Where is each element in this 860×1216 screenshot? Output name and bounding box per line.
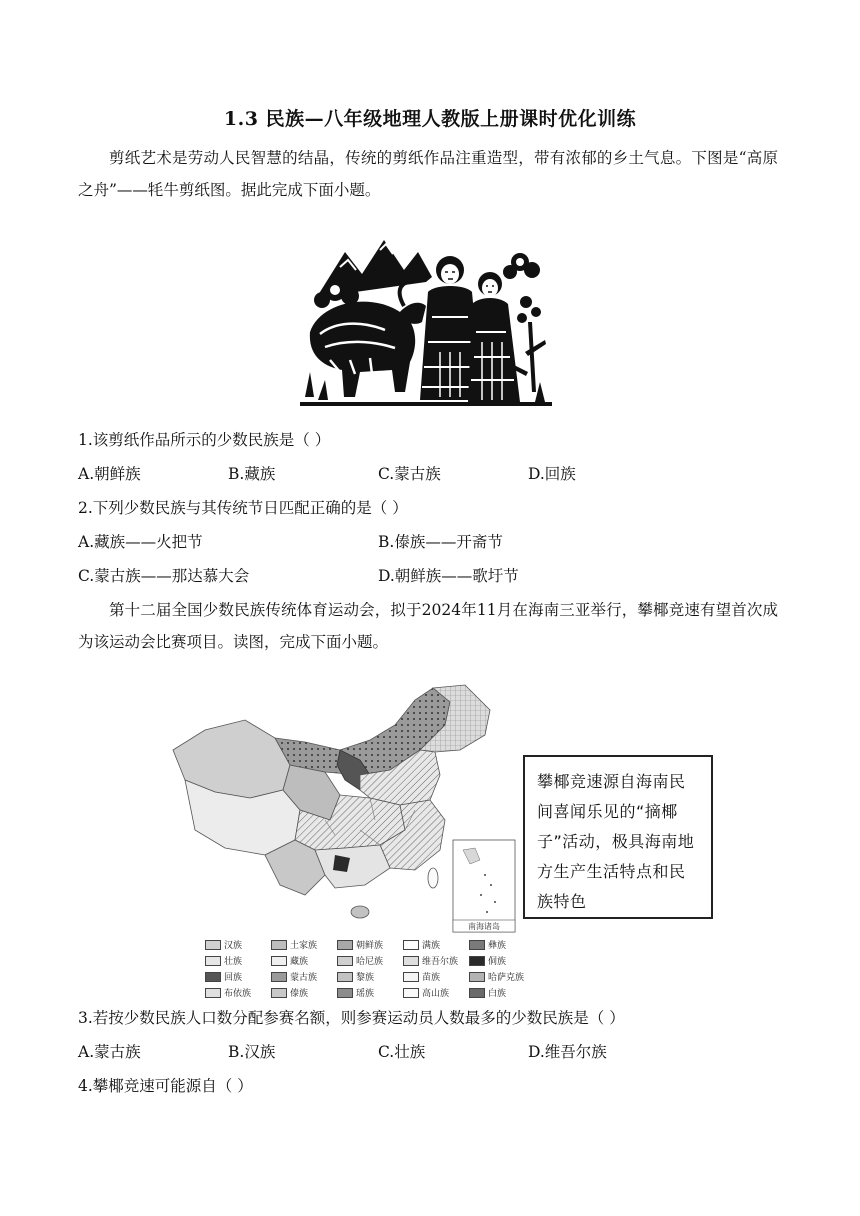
- legend-swatch: [271, 956, 287, 966]
- legend-label: 满族: [422, 941, 441, 951]
- legend-item: [403, 970, 469, 983]
- legend-label: 瑶族: [356, 989, 375, 999]
- legend-swatch: [403, 956, 419, 966]
- legend-label: 壮族: [224, 957, 243, 967]
- legend-swatch: [205, 956, 221, 966]
- question-4-stem: 4.攀椰竞速可能源自（ ）: [78, 1077, 253, 1095]
- legend-item: [469, 954, 535, 967]
- question-3-option-a[interactable]: A.蒙古族: [78, 1043, 141, 1061]
- legend-swatch: [469, 972, 485, 982]
- question-3-option-c[interactable]: C.壮族: [378, 1043, 426, 1061]
- legend-item: [337, 954, 403, 967]
- legend-item: [403, 954, 469, 967]
- legend-swatch: [337, 940, 353, 950]
- legend-label: 布依族: [224, 989, 252, 999]
- legend-swatch: [469, 940, 485, 950]
- legend-label: 白族: [488, 989, 507, 999]
- question-2-option-d[interactable]: D.朝鲜族——歌圩节: [378, 567, 519, 585]
- legend-item: [271, 938, 337, 951]
- legend-item: [271, 970, 337, 983]
- legend-swatch: [205, 940, 221, 950]
- question-2-option-b[interactable]: B.傣族——开斋节: [378, 533, 503, 551]
- legend-item: [403, 986, 469, 999]
- legend-item: [337, 986, 403, 999]
- legend-item: [403, 938, 469, 951]
- legend-item: [271, 986, 337, 999]
- legend-label: 土家族: [290, 941, 318, 951]
- legend-label: 彝族: [488, 941, 507, 951]
- legend-item: [337, 938, 403, 951]
- legend-item: [205, 970, 271, 983]
- ethnic-distribution-map: [165, 680, 525, 935]
- legend-item: [271, 954, 337, 967]
- intro-paragraph-2: 第十二届全国少数民族传统体育运动会，拟于2024年11月在海南三亚举行，攀椰竞速有望首次成为该运动会比赛项目。读图，完成下面小题。: [78, 601, 778, 651]
- question-1-option-a[interactable]: A.朝鲜族: [78, 465, 141, 483]
- legend-item: [205, 954, 271, 967]
- map-note-box: 攀椰竞速源自海南民间喜闻乐见的“摘椰子”活动，极具海南地方生产生活特点和民族特色: [523, 755, 713, 919]
- legend-label: 藏族: [290, 957, 309, 967]
- legend-item: [469, 970, 535, 983]
- question-3-option-d[interactable]: D.维吾尔族: [528, 1043, 607, 1061]
- legend-label: 苗族: [422, 973, 441, 983]
- legend-item: [469, 938, 535, 951]
- question-1-stem: 1.该剪纸作品所示的少数民族是（ ）: [78, 431, 331, 449]
- inset-label: 南海诸岛: [468, 922, 500, 931]
- question-2-option-c[interactable]: C.蒙古族——那达慕大会: [78, 567, 250, 585]
- legend-label: 朝鲜族: [356, 941, 384, 951]
- legend-swatch: [205, 988, 221, 998]
- intro-paragraph-1: 剪纸艺术是劳动人民智慧的结晶，传统的剪纸作品注重造型，带有浓郁的乡土气息。下图是“高原之舟”——牦牛剪纸图。据此完成下面小题。: [78, 149, 778, 199]
- legend-label: 高山族: [422, 989, 450, 999]
- legend-swatch: [205, 972, 221, 982]
- legend-item: [469, 986, 535, 999]
- legend-swatch: [337, 972, 353, 982]
- legend-swatch: [337, 956, 353, 966]
- legend-item: [205, 986, 271, 999]
- legend-label: 蒙古族: [290, 973, 318, 983]
- legend-label: 哈萨克族: [488, 973, 525, 983]
- legend-label: 侗族: [488, 957, 507, 967]
- legend-swatch: [271, 940, 287, 950]
- legend-swatch: [337, 988, 353, 998]
- legend-swatch: [403, 988, 419, 998]
- question-1-option-c[interactable]: C.蒙古族: [378, 465, 441, 483]
- legend-label: 维吾尔族: [422, 957, 459, 967]
- question-1-option-b[interactable]: B.藏族: [228, 465, 276, 483]
- question-2-option-a[interactable]: A.藏族——火把节: [78, 533, 203, 551]
- legend-swatch: [271, 972, 287, 982]
- legend-label: 傣族: [290, 989, 309, 999]
- legend-label: 哈尼族: [356, 957, 384, 967]
- legend-label: 汉族: [224, 941, 243, 951]
- legend-swatch: [403, 940, 419, 950]
- legend-swatch: [403, 972, 419, 982]
- question-2-stem: 2.下列少数民族与其传统节日匹配正确的是（ ）: [78, 499, 408, 517]
- question-3-option-b[interactable]: B.汉族: [228, 1043, 276, 1061]
- page-title: 1.3 民族—八年级地理人教版上册课时优化训练: [223, 108, 637, 130]
- legend-item: [205, 938, 271, 951]
- legend-label: 黎族: [356, 973, 375, 983]
- map-legend: [205, 938, 535, 999]
- legend-label: 回族: [224, 973, 243, 983]
- yak-papercut-image: [300, 222, 552, 420]
- legend-item: [337, 970, 403, 983]
- legend-swatch: [271, 988, 287, 998]
- question-3-stem: 3.若按少数民族人口数分配参赛名额，则参赛运动员人数最多的少数民族是（ ）: [78, 1009, 625, 1027]
- question-1-option-d[interactable]: D.回族: [528, 465, 576, 483]
- legend-swatch: [469, 956, 485, 966]
- legend-swatch: [469, 988, 485, 998]
